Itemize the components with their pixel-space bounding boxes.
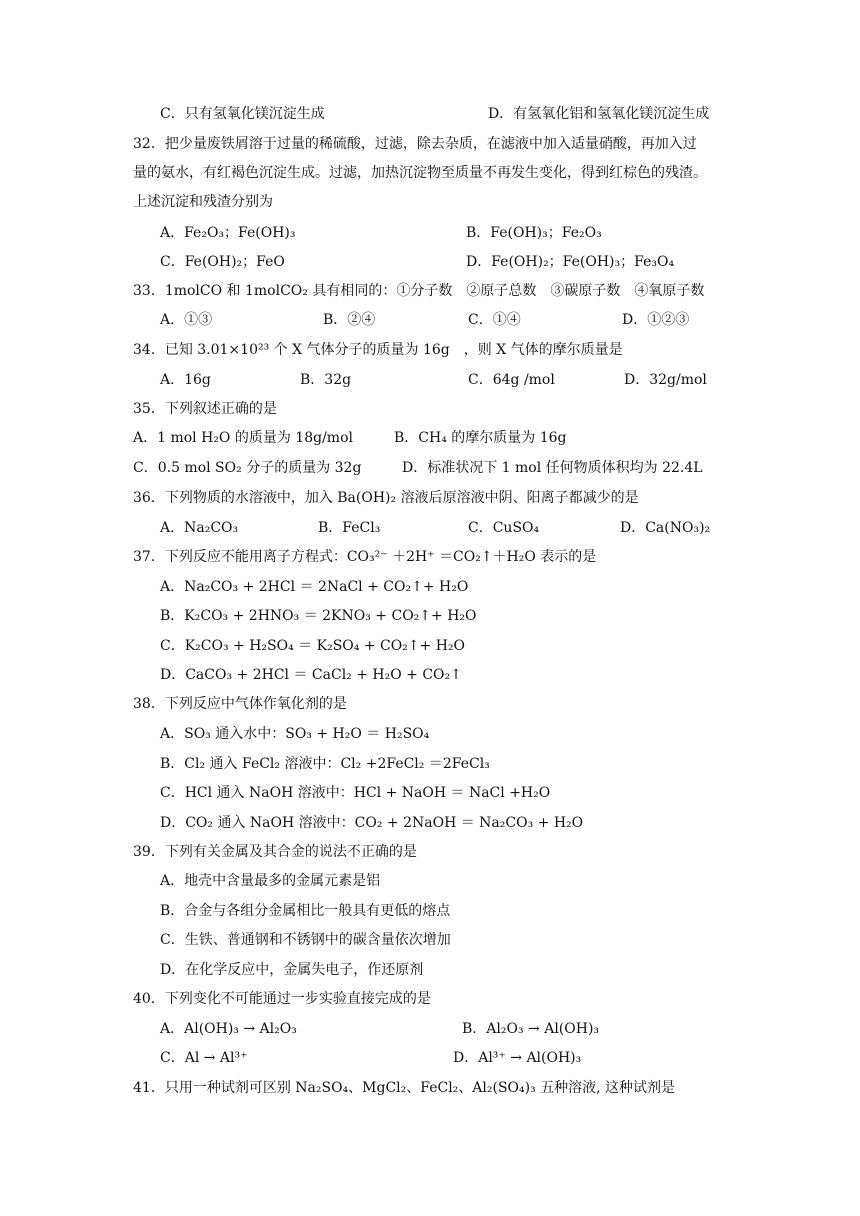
- q38-stem: 38．下列反应中气体作氧化剂的是: [133, 696, 347, 712]
- q37-stem: 37．下列反应不能用离子方程式：CO₃²⁻ ＋2H⁺ ＝CO₂↑＋H₂O 表示的是: [133, 549, 597, 565]
- q33-option-c: C．①④: [468, 312, 521, 328]
- q34-option-a: A．16g: [160, 372, 211, 388]
- q36-option-a: A．Na₂CO₃: [160, 520, 239, 536]
- q37-option-d: D．CaCO₃ + 2HCl ＝ CaCl₂ + H₂O + CO₂↑: [160, 667, 462, 683]
- q36-stem: 36．下列物质的水溶液中，加入 Ba(OH)₂ 溶液后原溶液中阴、阳离子都减少的是: [133, 490, 639, 506]
- q32-option-d: D．Fe(OH)₂；Fe(OH)₃；Fe₃O₄: [466, 254, 675, 270]
- q40-option-d: D．Al³⁺ → Al(OH)₃: [453, 1050, 582, 1066]
- q32-option-b: B．Fe(OH)₃；Fe₂O₃: [466, 225, 602, 241]
- q39-option-a: A．地壳中含量最多的金属元素是铝: [160, 873, 381, 889]
- q36-option-b: B．FeCl₃: [318, 520, 381, 536]
- q35-option-a: A．1 mol H₂O 的质量为 18g/mol: [133, 430, 353, 446]
- q36-option-d: D．Ca(NO₃)₂: [620, 520, 711, 536]
- q36-option-c: C．CuSO₄: [468, 520, 540, 536]
- q32-option-c: C．Fe(OH)₂；FeO: [160, 254, 285, 270]
- q40-option-b: B．Al₂O₃ → Al(OH)₃: [462, 1021, 600, 1037]
- q39-option-c: C．生铁、普通钢和不锈钢中的碳含量依次增加: [160, 932, 451, 948]
- q39-option-b: B．合金与各组分金属相比一般具有更低的熔点: [160, 903, 451, 919]
- q35-option-d: D．标准状况下 1 mol 任何物质体积均为 22.4L: [402, 460, 703, 476]
- q32-stem-line2: 量的氨水，有红褐色沉淀生成。过滤，加热沉淀物至质量不再发生变化，得到红棕色的残渣。: [133, 165, 707, 181]
- q34-option-c: C．64g /mol: [468, 372, 555, 388]
- q40-stem: 40．下列变化不可能通过一步实验直接完成的是: [133, 991, 431, 1007]
- q40-option-c: C．Al → Al³⁺: [160, 1050, 248, 1066]
- q31-option-d: D．有氢氧化铝和氢氧化镁沉淀生成: [488, 106, 710, 122]
- q35-option-b: B．CH₄ 的摩尔质量为 16g: [394, 430, 567, 446]
- q33-stem: 33．1molCO 和 1molCO₂ 具有相同的：①分子数 ②原子总数 ③碳原子数 ④氧原子数: [133, 283, 705, 299]
- q32-stem-line3: 上述沉淀和残渣分别为: [133, 194, 273, 210]
- q32-stem-line1: 32．把少量废铁屑溶于过量的稀硫酸，过滤，除去杂质，在滤液中加入适量硝酸，再加入过: [133, 136, 697, 152]
- q37-option-a: A．Na₂CO₃ + 2HCl ＝ 2NaCl + CO₂↑+ H₂O: [160, 579, 469, 595]
- q34-stem: 34．已知 3.01×10²³ 个 X 气体分子的质量为 16g ，则 X 气体的摩尔质量是: [133, 342, 623, 358]
- q38-option-d: D．CO₂ 通入 NaOH 溶液中：CO₂ + 2NaOH ＝ Na₂CO₃ + H₂O: [160, 815, 584, 831]
- q32-option-a: A．Fe₂O₃；Fe(OH)₃: [160, 225, 296, 241]
- q38-option-a: A．SO₃ 通入水中：SO₃ + H₂O ＝ H₂SO₄: [160, 726, 430, 742]
- q38-option-c: C．HCl 通入 NaOH 溶液中：HCl + NaOH ＝ NaCl +H₂O: [160, 785, 551, 801]
- q33-option-b: B．②④: [323, 312, 376, 328]
- q33-option-d: D．①②③: [622, 312, 690, 328]
- q41-stem: 41．只用一种试剂可区别 Na₂SO₄、MgCl₂、FeCl₂、Al₂(SO₄)₃ 五种溶液, 这种试剂是: [133, 1080, 676, 1096]
- q37-option-c: C．K₂CO₃ + H₂SO₄ ＝ K₂SO₄ + CO₂↑+ H₂O: [160, 638, 466, 654]
- q34-option-d: D．32g/mol: [624, 372, 707, 388]
- q40-option-a: A．Al(OH)₃ → Al₂O₃: [160, 1021, 297, 1037]
- q37-option-b: B．K₂CO₃ + 2HNO₃ ＝ 2KNO₃ + CO₂↑+ H₂O: [160, 608, 477, 624]
- q35-stem: 35．下列叙述正确的是: [133, 401, 277, 417]
- q31-option-c: C．只有氢氧化镁沉淀生成: [160, 106, 325, 122]
- q33-option-a: A．①③: [160, 312, 213, 328]
- q39-option-d: D．在化学反应中，金属失电子，作还原剂: [160, 962, 424, 978]
- q38-option-b: B．Cl₂ 通入 FeCl₂ 溶液中：Cl₂ +2FeCl₂ ＝2FeCl₃: [160, 756, 490, 772]
- q39-stem: 39．下列有关金属及其合金的说法不正确的是: [133, 844, 417, 860]
- q35-option-c: C．0.5 mol SO₂ 分子的质量为 32g: [133, 460, 362, 476]
- q34-option-b: B．32g: [300, 372, 352, 388]
